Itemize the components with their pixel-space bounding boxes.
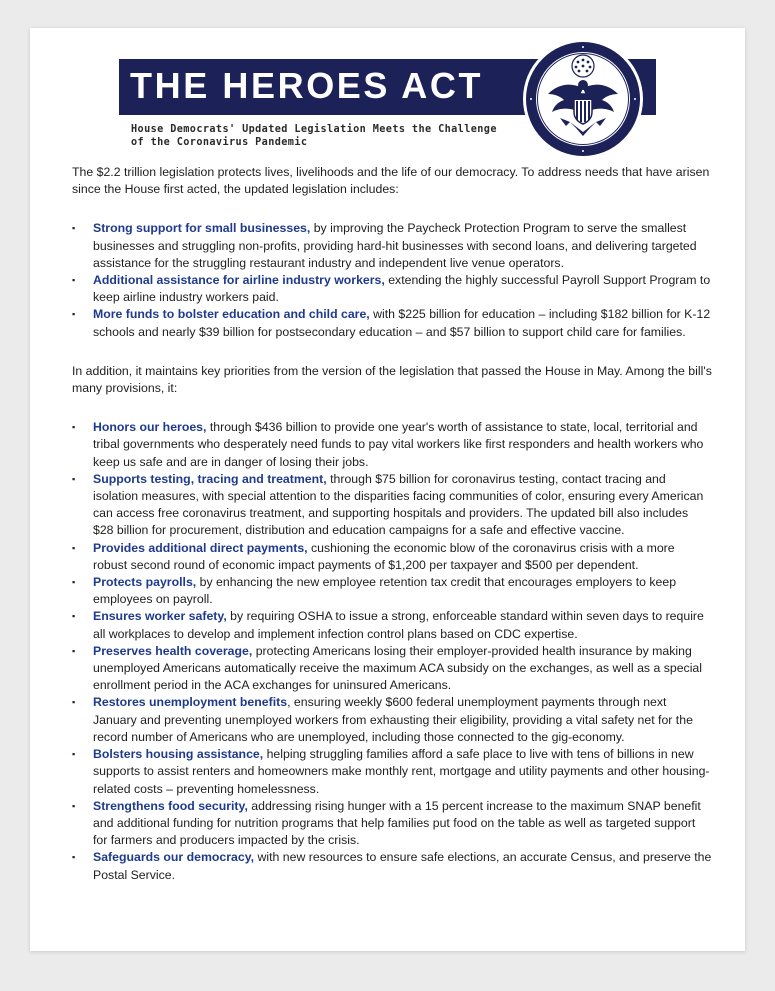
bullet-icon: ▪ — [72, 275, 76, 286]
bullet-icon: ▪ — [72, 473, 76, 484]
intro-paragraph: The $2.2 trillion legislation protects lives, livelihoods and the life of our democracy. To address needs that have arisen since the House first acted, the updated legislation includes: — [72, 165, 710, 197]
bullet-icon: ▪ — [72, 800, 76, 811]
item-lead: Supports testing, tracing and treatment, — [93, 471, 327, 486]
us-house-seal-icon — [522, 38, 644, 160]
list-item — [72, 746, 712, 798]
bullet-icon: ▪ — [72, 749, 76, 760]
item-lead: Protects payrolls, — [93, 575, 197, 590]
item-text: , ensuring weekly $600 federal unemployment payments through next January and preventing unemployed workers from exhausting their eligibility, providing a vital safety net for the record number of Americans who are unemployed, including those connected to the gig-economy. — [93, 695, 693, 744]
list-item — [72, 471, 712, 540]
bullet-icon: ▪ — [72, 645, 76, 656]
item-text: helping struggling families afford a safe place to live with tens of billions in new supports to assist renters and homeowners make monthly rent, mortgage and utility payments and other housing-related costs – preventing homelessness. — [93, 747, 710, 796]
bullet-icon: ▪ — [72, 309, 76, 320]
item-text: extending the highly successful Payroll Support Program to keep airline industry workers paid. — [93, 273, 711, 305]
item-lead: Provides additional direct payments, — [93, 540, 308, 555]
item-text: cushioning the economic blow of the coronavirus crisis with a more robust second round of economic impact payments of $1,200 per taxpayer and $500 per dependent. — [93, 540, 675, 572]
page-title: THE HEROES ACT — [130, 65, 484, 106]
list-item — [72, 643, 712, 695]
priority-items-list — [72, 419, 712, 883]
subtitle-line-2: of the Coronavirus Pandemic — [131, 137, 308, 148]
item-lead: Honors our heroes, — [93, 420, 207, 435]
bullet-icon: ▪ — [72, 852, 76, 863]
document-body — [72, 164, 712, 906]
list-item — [72, 540, 712, 574]
item-lead: Preserves health coverage, — [93, 643, 253, 658]
item-text: protecting Americans losing their employer-provided health insurance by making unemployed Americans automatically receive the maximum ACA subsidy on the exchanges, as well as a special enrollment period in the ACA exchanges for uninsured Americans. — [93, 643, 703, 693]
item-lead: Strengthens food security, — [93, 798, 248, 813]
bullet-icon: ▪ — [72, 611, 76, 622]
list-item — [72, 419, 712, 471]
list-item — [72, 306, 712, 340]
bullet-icon: ▪ — [72, 422, 76, 433]
list-item — [72, 220, 712, 272]
item-text: by enhancing the new employee retention tax credit that encourages employers to keep employees on payroll. — [93, 575, 677, 607]
bullet-icon: ▪ — [72, 223, 76, 234]
item-text: with $225 billion for education – including $182 billion for K-12 schools and nearly $39 billion for postsecondary education – and $57 billion to support child care for families. — [93, 307, 711, 339]
document-page — [30, 28, 745, 951]
item-text: through $436 billion to provide one year's worth of assistance to state, local, territorial and tribal governments who desperately need funds to pay vital workers like first responders and health workers who keep us safe and are in danger of losing their jobs. — [93, 420, 704, 469]
list-item — [72, 798, 712, 850]
bullet-icon: ▪ — [72, 697, 76, 708]
bullet-icon: ▪ — [72, 577, 76, 588]
item-lead: Safeguards our democracy, — [93, 850, 255, 865]
list-item — [72, 608, 712, 642]
list-item — [72, 849, 712, 883]
bullet-icon: ▪ — [72, 542, 76, 553]
item-lead: Strong support for small businesses, — [93, 221, 311, 236]
item-text: with new resources to ensure safe elections, an accurate Census, and preserve the Postal Service. — [93, 850, 712, 882]
item-lead: Restores unemployment benefits — [93, 695, 288, 710]
item-text: by requiring OSHA to issue a strong, enforceable standard within seven days to require all workplaces to develop and implement infection control plans based on CDC expertise. — [93, 609, 704, 641]
transition-paragraph: In addition, it maintains key priorities from the version of the legislation that passed the House in May. Among the bill's many provisions, it: — [72, 363, 712, 396]
item-text: addressing rising hunger with a 15 percent increase to the maximum SNAP benefit and additional funding for nutrition programs that help families put food on the table as well as targeted support for farmers and producers impacted by the crisis. — [93, 798, 701, 848]
item-lead: Bolsters housing assistance, — [93, 747, 264, 762]
item-lead: More funds to bolster education and child care, — [93, 307, 370, 322]
list-item — [72, 574, 712, 608]
subtitle-line-1: House Democrats' Updated Legislation Meets the Challenge — [131, 124, 497, 135]
item-text: by improving the Paycheck Protection Program to serve the smallest businesses and struggling non-profits, providing hard-hit businesses with second loans, and delivering targeted assistance for the struggling restaurant industry and independent live venue operators. — [93, 221, 697, 270]
item-text: through $75 billion for coronavirus testing, contact tracing and isolation measures, with special attention to the disparities facing communities of color, ensuring every American can access free coronavirus treatment, and supporting hospitals and providers. The updated bill also includes $28 billion for procurement, distribution and education campaigns for a safe and effective vaccine. — [93, 471, 704, 538]
list-item — [72, 694, 712, 746]
list-item — [72, 272, 712, 306]
subtitle — [131, 123, 531, 149]
item-lead: Ensures worker safety, — [93, 609, 227, 624]
new-items-list — [72, 220, 712, 340]
item-lead: Additional assistance for airline industry workers, — [93, 273, 385, 288]
